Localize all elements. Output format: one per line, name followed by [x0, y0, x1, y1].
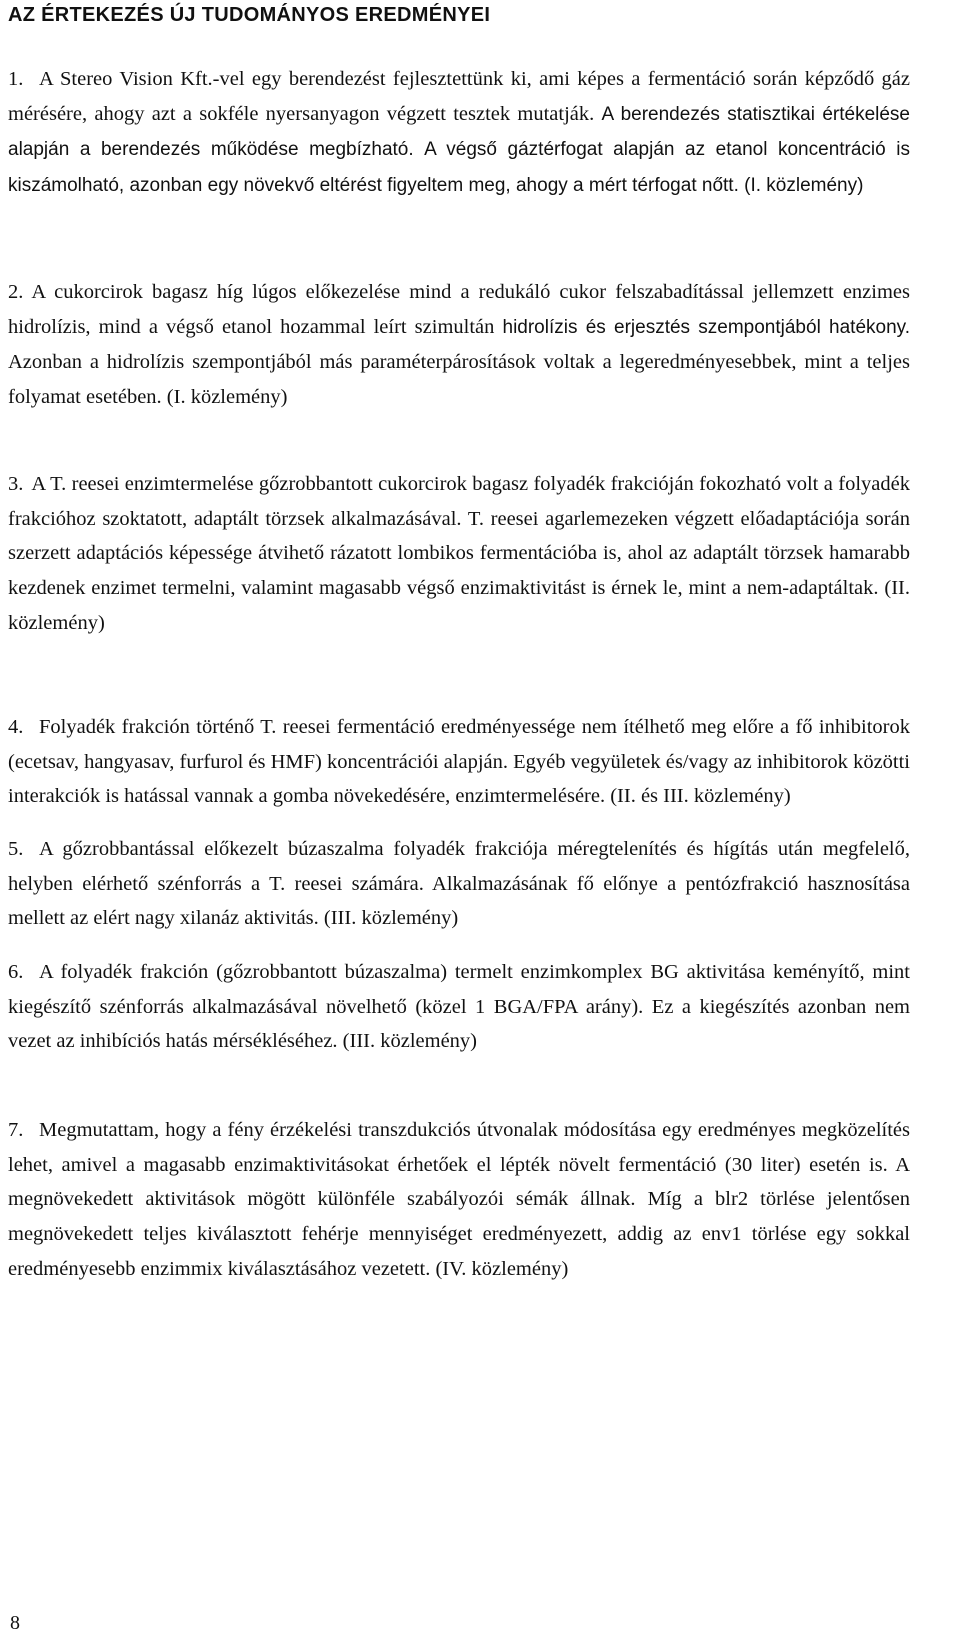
- item-text: Megmutattam, hogy a fény érzékelési transzdukciós útvonalak módosítása egy eredményes megközelítés lehet, amivel a magasabb enzimaktivitásokat érhetőek el lépték növelt fermentáció (30 liter) esetén is. A megnövekedett aktivitások mögött különféle szabályozói sémák állnak. Míg a blr2 törlése jelentősen megnövekedett teljes kiválasztott fehérje mennyiséget eredményezett, addig az env1 törlése egy sokkal eredményesebb enzimmix kiválasztásához vezetett. (IV. közlemény): [8, 1119, 910, 1280]
- item-text-part: Azonban a hidrolízis szempontjából más paraméterpárosítások voltak a legeredményesebbek, mint a teljes folyamat esetében. (I. közlemény): [8, 351, 910, 409]
- result-item-5: [8, 832, 910, 936]
- result-item-4: [8, 710, 910, 814]
- item-text: A gőzrobbantással előkezelt búzaszalma folyadék frakciója méregtelenítés és hígítás után megfelelő, helyben elérhető szénforrás a T. reesei számára. Alkalmazásának fő előnye a pentózfrakció hasznosítása mellett az elért nagy xilanáz aktivitás. (III. közlemény): [8, 838, 910, 930]
- item-text-part: A végső gáztérfogat alapján az etanol koncentráció is kiszámolható, azonban egy növekvő eltérést figyeltem meg, ahogy a mért térfogat nőtt. (I. közlemény): [8, 139, 911, 197]
- item-number: 3.: [8, 473, 24, 495]
- result-item-7: [8, 1113, 910, 1287]
- result-item-6: [8, 955, 910, 1059]
- item-text: A T. reesei enzimtermelése gőzrobbantott cukorcirok bagasz folyadék frakcióján fokozható volt a folyadék frakcióhoz szoktatott, adaptált törzsek alkalmazásával. T. reesei agarlemezeken végzett előadaptációja során szerzett adaptációs képessége átvihető rázatott lombikos fermentációba is, ahol az adaptált törzsek hamarabb kezdenek enzimet termelni, valamint magasabb végső enzimaktivitást is érnek le, mint a nem-adaptáltak. (II. közlemény): [8, 473, 910, 634]
- result-item-1: [8, 62, 910, 204]
- item-text-part: A Stereo Vision Kft.-vel egy berendezést fejlesztettünk ki, ami képes a fermentáció során képződő gáz mérésére, ahogy azt a sokféle nyersanyagon végzett tesztek mutatják.: [8, 68, 910, 125]
- item-text: Folyadék frakción történő T. reesei fermentáció eredményessége nem ítélhető meg előre a fő inhibitorok (ecetsav, hangyasav, furfurol és HMF) koncentrációi alapján. Egyéb vegyületek és/vagy az inhibitorok közötti interakciók is hatással vannak a gomba növekedésére, enzimtermelésére. (II. és III. közlemény): [8, 716, 910, 808]
- item-text-part: A berendezés statisztikai értékelése alapján a berendezés működése megbízható.: [8, 103, 911, 161]
- item-number: 2.: [8, 281, 24, 303]
- item-number: 4.: [8, 716, 24, 738]
- section-heading: AZ ÉRTEKEZÉS ÚJ TUDOMÁNYOS EREDMÉNYEI: [8, 4, 491, 26]
- result-item-2: [8, 275, 910, 415]
- result-item-3: [8, 467, 910, 641]
- item-number: 1.: [8, 68, 24, 90]
- item-text-part: A cukorcirok bagasz híg lúgos előkezelése mind a redukáló cukor felszabadítással jellemzett enzimes hidrolízis, mind a végső etanol hozammal leírt szimultán: [8, 281, 910, 338]
- item-text: A folyadék frakción (gőzrobbantott búzaszalma) termelt enzimkomplex BG aktivitása keményítő, mint kiegészítő szénforrás alkalmazásával növelhető (közel 1 BGA/FPA arány). Ez a kiegészítés azonban nem vezet az inhibíciós hatás mérsékléséhez. (III. közlemény): [8, 961, 910, 1053]
- item-number: 7.: [8, 1119, 24, 1141]
- item-text-part: hidrolízis és erjesztés szempontjából hatékony.: [502, 316, 911, 338]
- page-number: 8: [10, 1612, 20, 1634]
- item-number: 6.: [8, 961, 24, 983]
- item-number: 5.: [8, 838, 24, 860]
